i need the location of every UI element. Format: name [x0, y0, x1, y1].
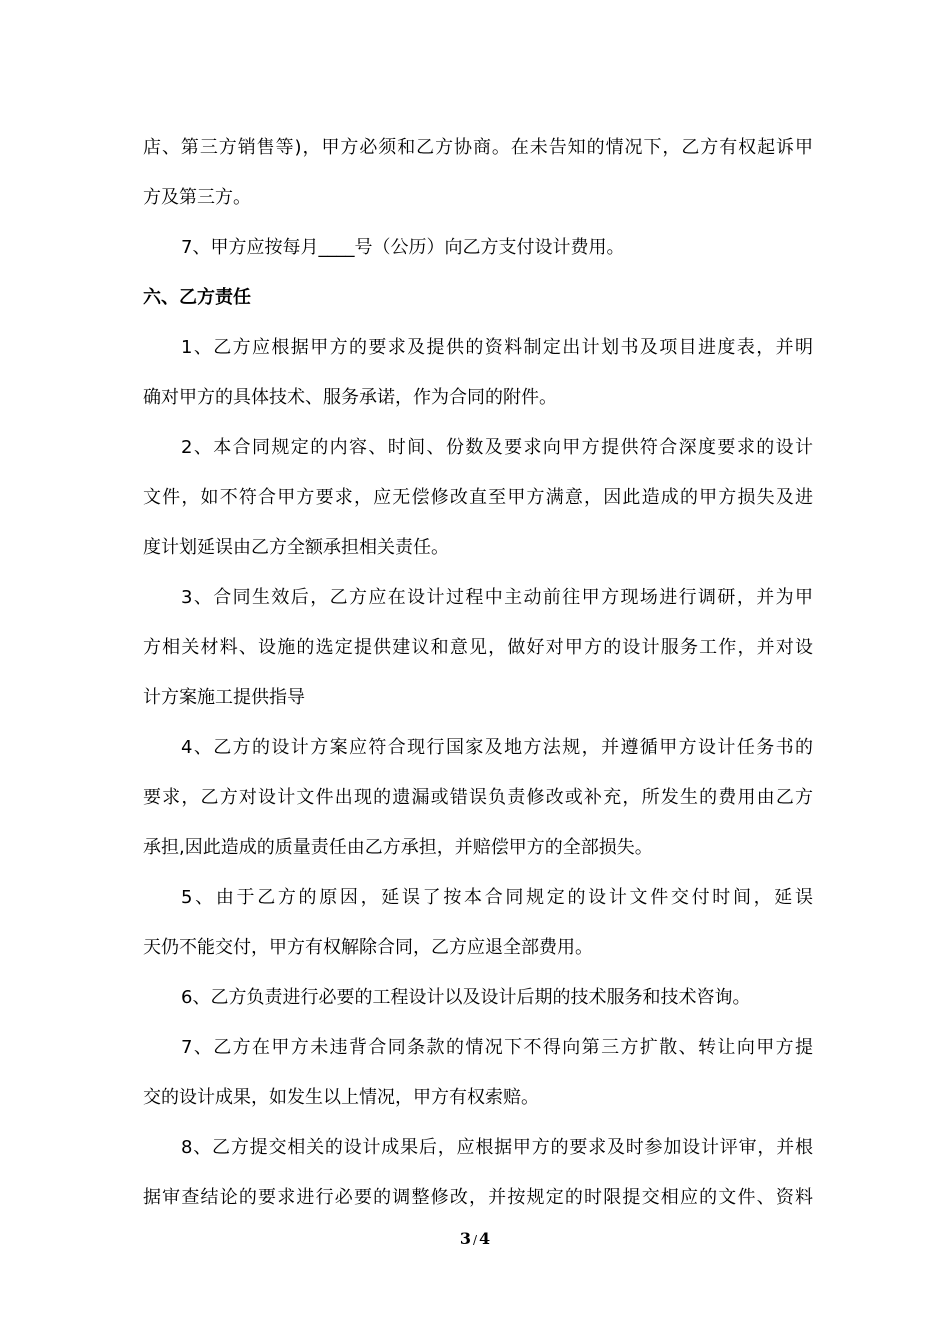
paragraph-line: 3、合同生效后，乙方应在设计过程中主动前往甲方现场进行调研，并为甲 [181, 587, 813, 608]
paragraph-line: 据审查结论的要求进行必要的调整修改，并按规定的时限提交相应的文件、资料 [143, 1187, 813, 1208]
paragraph-line: 天仍不能交付，甲方有权解除合同，乙方应退全部费用。 [143, 937, 593, 958]
paragraph-line: 要求，乙方对设计文件出现的遗漏或错误负责修改或补充，所发生的费用由乙方 [143, 787, 813, 808]
paragraph-line: 计方案施工提供指导 [143, 687, 305, 708]
paragraph-line: 度计划延误由乙方全额承担相关责任。 [143, 537, 449, 558]
paragraph-line: 7、乙方在甲方未违背合同条款的情况下不得向第三方扩散、转让向甲方提 [181, 1037, 813, 1058]
paragraph-line: 6、乙方负责进行必要的工程设计以及设计后期的技术服务和技术咨询。 [181, 987, 751, 1008]
paragraph-line: 方及第三方。 [143, 187, 251, 208]
paragraph-line: 店、第三方销售等)，甲方必须和乙方协商。在未告知的情况下，乙方有权起诉甲 [143, 137, 813, 158]
paragraph-line: 5、由于乙方的原因，延误了按本合同规定的设计文件交付时间，延误 [181, 887, 813, 908]
section-heading: 六、乙方责任 [143, 287, 251, 308]
paragraph-line: 确对甲方的具体技术、服务承诺，作为合同的附件。 [143, 387, 557, 408]
paragraph-line: 7、甲方应按每月____号（公历）向乙方支付设计费用。 [181, 237, 625, 258]
page-separator: / [472, 1233, 478, 1247]
total-page-count: 4 [479, 1229, 491, 1248]
paragraph-line: 8、乙方提交相关的设计成果后，应根据甲方的要求及时参加设计评审，并根 [181, 1137, 813, 1158]
paragraph-line: 承担,因此造成的质量责任由乙方承担，并赔偿甲方的全部损失。 [143, 837, 653, 858]
paragraph-line: 方相关材料、设施的选定提供建议和意见，做好对甲方的设计服务工作，并对设 [143, 637, 813, 658]
paragraph-line: 2、本合同规定的内容、时间、份数及要求向甲方提供符合深度要求的设计 [181, 437, 813, 458]
page-number [0, 1228, 950, 1251]
current-page-number: 3 [459, 1229, 471, 1248]
paragraph-line: 1、乙方应根据甲方的要求及提供的资料制定出计划书及项目进度表，并明 [181, 337, 813, 358]
paragraph-line: 文件，如不符合甲方要求，应无偿修改直至甲方满意，因此造成的甲方损失及进 [143, 487, 813, 508]
paragraph-line: 交的设计成果，如发生以上情况，甲方有权索赔。 [143, 1087, 539, 1108]
paragraph-line: 4、乙方的设计方案应符合现行国家及地方法规，并遵循甲方设计任务书的 [181, 737, 813, 758]
